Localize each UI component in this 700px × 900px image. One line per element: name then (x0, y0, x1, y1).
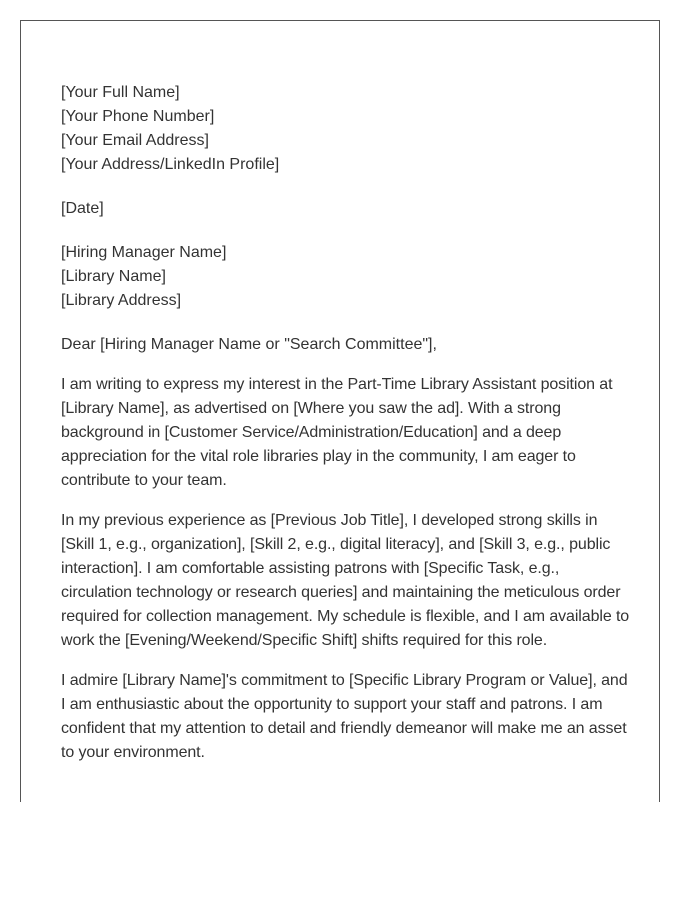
sender-phone: [Your Phone Number] (61, 108, 215, 125)
date-block (61, 197, 631, 221)
letter-date: [Date] (61, 200, 104, 217)
letter-content (61, 81, 631, 765)
sender-name: [Your Full Name] (61, 84, 180, 101)
recipient-name: [Hiring Manager Name] (61, 244, 227, 261)
letter-page (20, 20, 660, 802)
recipient-library: [Library Name] (61, 268, 166, 285)
body-paragraph-2: In my previous experience as [Previous Job Title], I developed strong skills in [Skill 1, e.g., organization], [Skill 2, e.g., digital literacy], and [Skill 3, e.g., public interaction]. I am comfortable assisting patrons with [Specific Task, e.g., circulation technology or research queries] and maintaining the meticulous order required for collection management. My schedule is flexible, and I am available to work the [Evening/Weekend/Specific Shift] shifts required for this role. (61, 512, 630, 649)
body-paragraph-1: I am writing to express my interest in the Part-Time Library Assistant position at [Library Name], as advertised on [Where you saw the ad]. With a strong background in [Customer Service/Administration/Education] and a deep appreciation for the vital role libraries play in the community, I am eager to contribute to your team. (61, 376, 613, 489)
recipient-block (61, 241, 631, 313)
body-paragraph-3: I admire [Library Name]'s commitment to [Specific Library Program or Value], and I am enthusiastic about the opportunity to support your staff and patrons. I am confident that my attention to detail and friendly demeanor will make me an asset to your environment. (61, 672, 628, 761)
recipient-address: [Library Address] (61, 292, 182, 309)
sender-block (61, 81, 631, 177)
salutation (61, 333, 631, 357)
sender-address: [Your Address/LinkedIn Profile] (61, 156, 280, 173)
sender-email: [Your Email Address] (61, 132, 209, 149)
salutation-text: Dear [Hiring Manager Name or "Search Committee"], (61, 336, 437, 353)
